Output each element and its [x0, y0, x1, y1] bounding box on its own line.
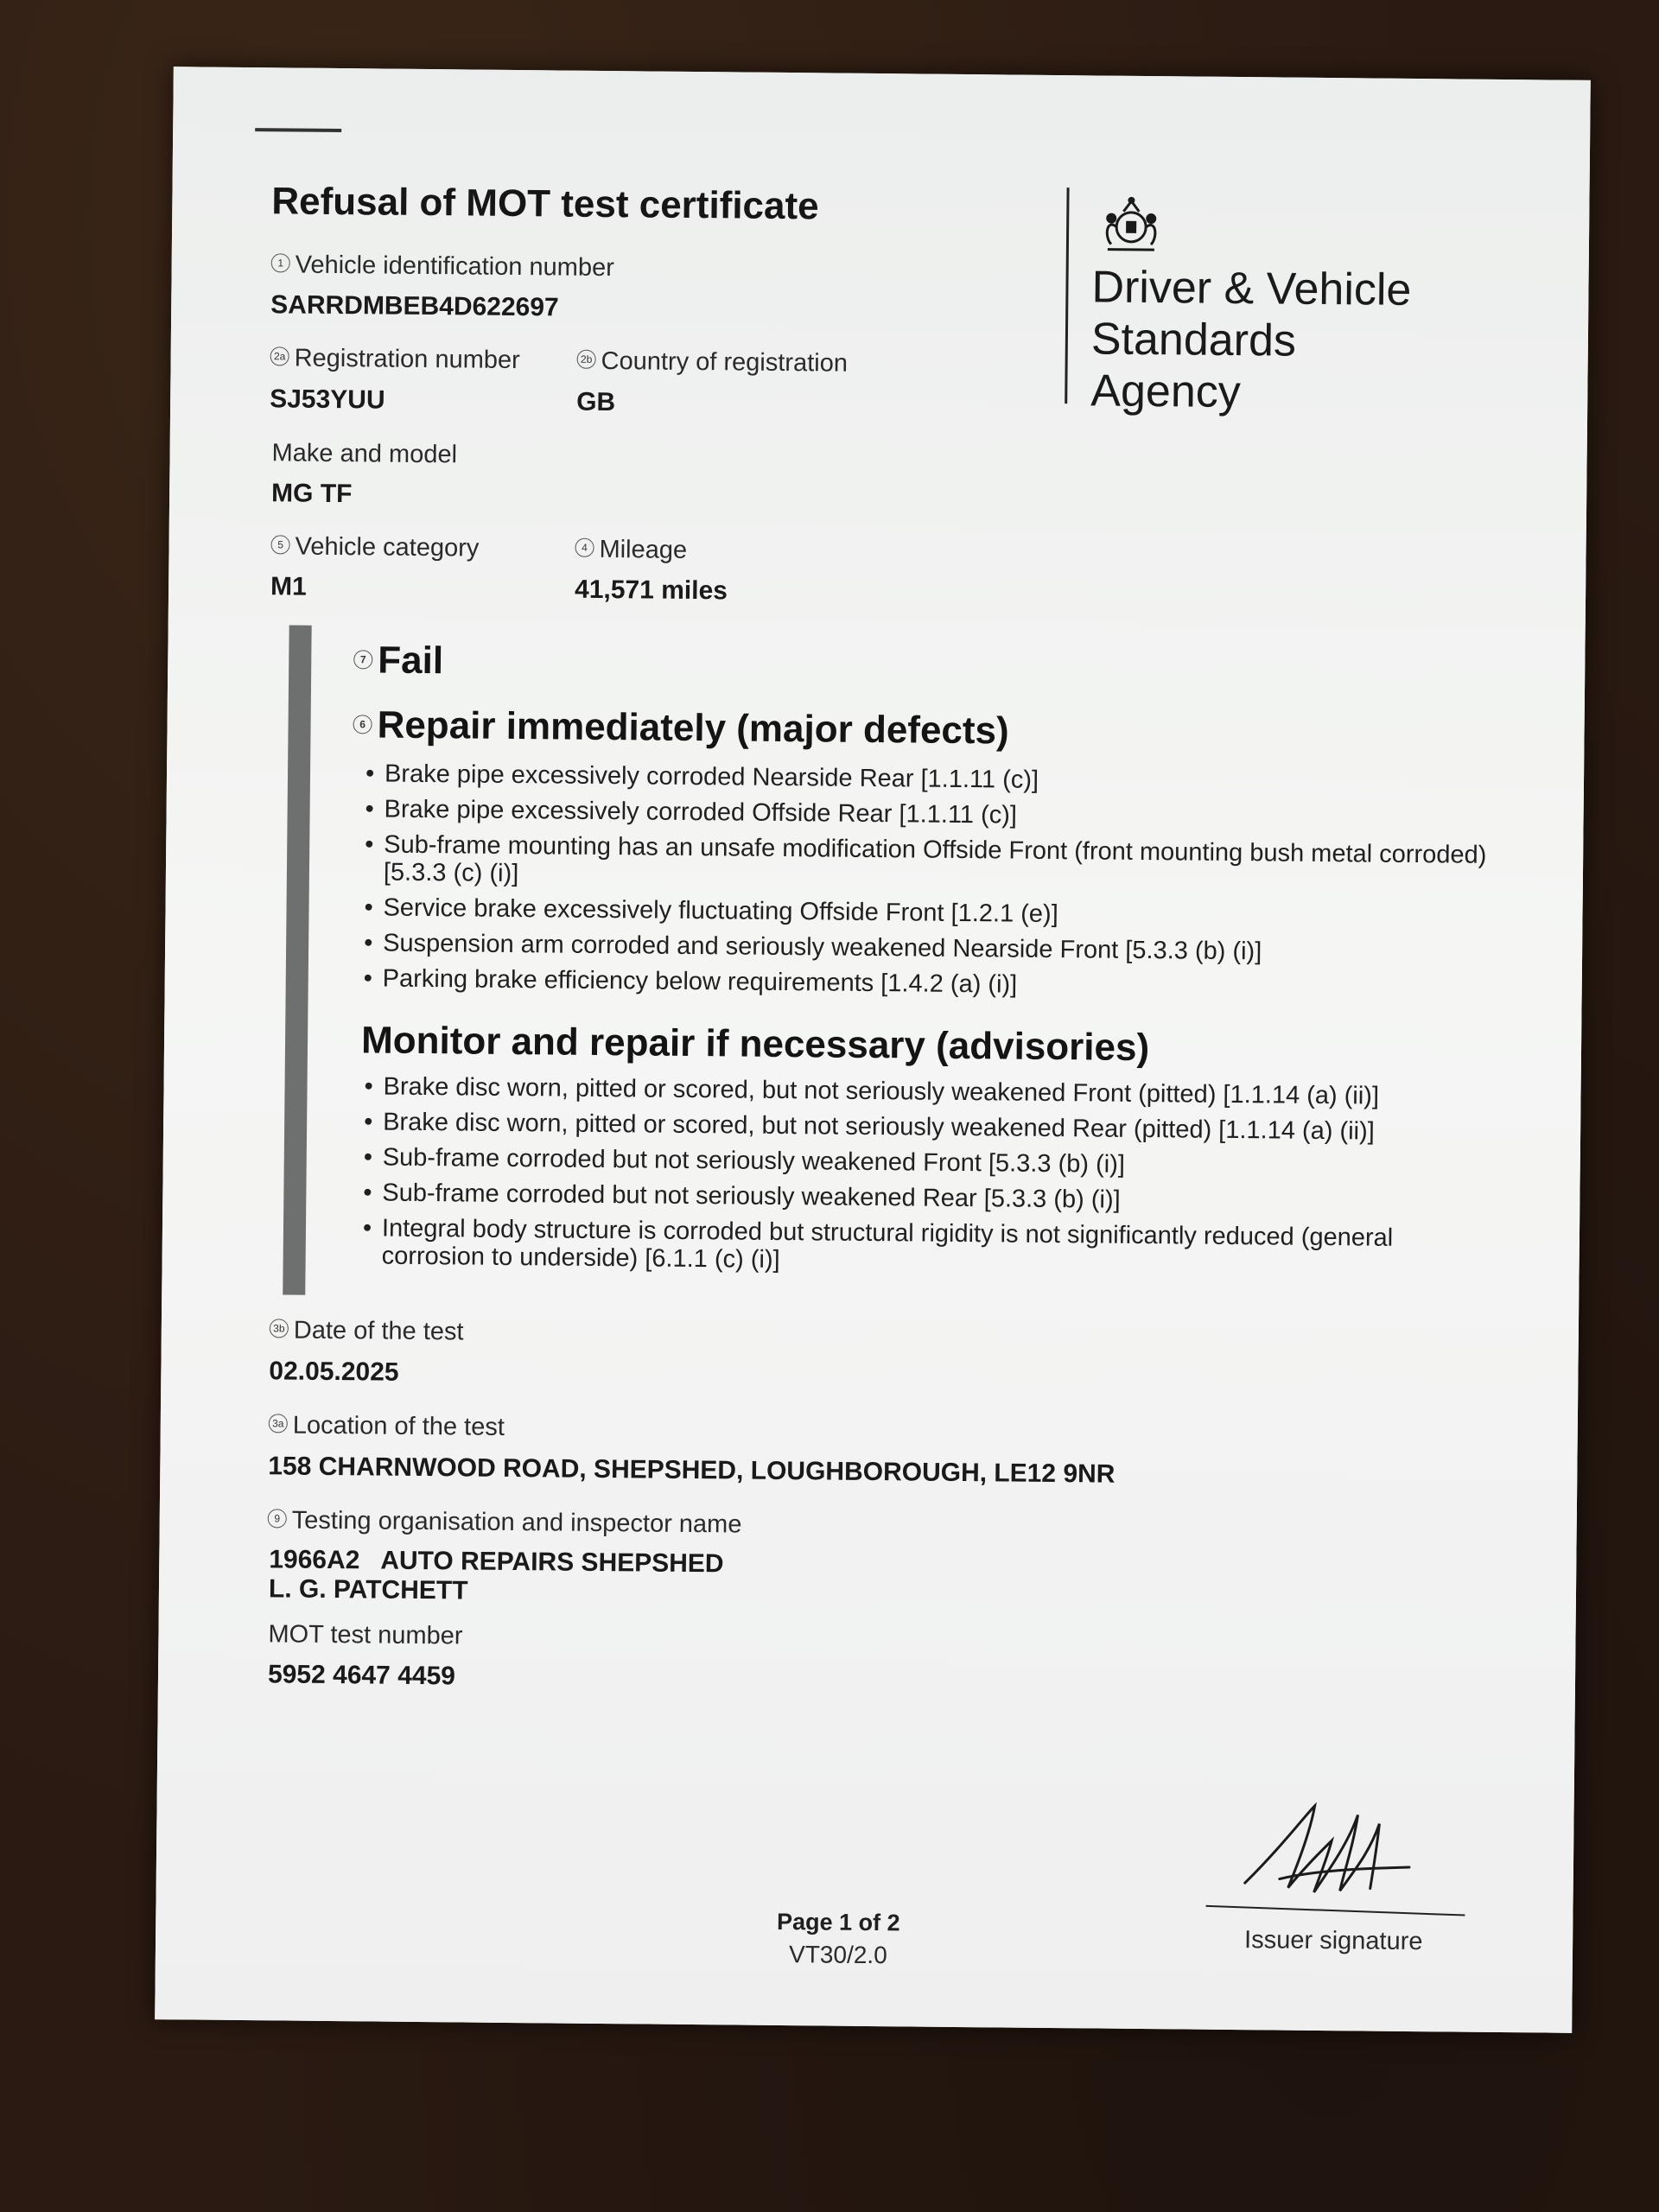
vehicle-category-label: 5 Vehicle category [270, 532, 479, 563]
test-location-value: 158 CHARNWOOD ROAD, SHEPSHED, LOUGHBOROUGH, LE12 9NR [268, 1452, 1116, 1489]
country-label: 2b Country of registration [576, 347, 848, 378]
vin-label: 1 Vehicle identification number [271, 251, 614, 283]
field-number-badge: 5 [270, 536, 289, 555]
list-item: • Brake disc worn, pitted or scored, but not seriously weakened Rear (pitted) [1.1.14 (a) (ii)] [364, 1108, 1496, 1147]
test-result-text: Fail [378, 639, 444, 683]
list-item: • Integral body structure is corroded but structural rigidity is not significantly reduced (general corrosion to underside) [6.1.1 (c) (i)] [363, 1214, 1496, 1281]
agency-name-line-3: Agency [1090, 365, 1242, 418]
list-item: • Sub-frame corroded but not seriously weakened Front [5.3.3 (b) (i)] [364, 1143, 1496, 1182]
issuer-signature-icon [1227, 1796, 1435, 1915]
field-number-badge: 4 [575, 538, 594, 557]
field-number-badge: 1 [271, 254, 290, 273]
inspector-name: L. G. PATCHETT [268, 1574, 468, 1605]
corner-dash-mark [255, 128, 341, 132]
list-item: • Suspension arm corroded and seriously weakened Nearside Front [5.3.3 (b) (i)] [364, 929, 1487, 967]
list-item: • Sub-frame mounting has an unsafe modification Offside Front (front mounting bush metal corroded) [5.3.3 (c) (i)] [365, 830, 1489, 896]
list-item: • Sub-frame corroded but not seriously weakened Rear [5.3.3 (b) (i)] [363, 1179, 1495, 1217]
advisories-heading: Monitor and repair if necessary (advisories) [360, 1019, 1150, 1070]
field-number-badge: 3a [269, 1414, 288, 1433]
agency-name-line-1: Driver & Vehicle [1091, 262, 1412, 315]
major-defects-list [364, 760, 1490, 1010]
vehicle-category-value: M1 [270, 572, 307, 601]
field-number-badge: 2a [270, 347, 289, 366]
major-defects-heading: 6 Repair immediately (major defects) [353, 703, 1009, 753]
mot-certificate-sheet [155, 67, 1591, 2033]
list-item: • Service brake excessively fluctuating Offside Front [1.2.1 (e)] [364, 893, 1487, 931]
list-item: • Brake pipe excessively corroded Nearside Rear [1.1.11 (c)] [365, 760, 1489, 798]
test-number-label: MOT test number [268, 1620, 463, 1650]
organisation-value: 1966A2 AUTO REPAIRS SHEPSHED [269, 1545, 724, 1579]
test-location-label: 3a Location of the test [269, 1411, 505, 1442]
registration-value: SJ53YUU [270, 385, 385, 415]
page-title: Refusal of MOT test certificate [271, 180, 819, 228]
test-date-value: 02.05.2025 [269, 1357, 399, 1387]
test-result [353, 639, 443, 683]
field-number-badge: 9 [268, 1510, 287, 1529]
list-item: • Parking brake efficiency below requirements [1.4.2 (a) (i)] [364, 964, 1487, 1002]
page-number: Page 1 of 2 [776, 1908, 900, 1936]
list-item: • Brake disc worn, pitted or scored, but not seriously weakened Front (pitted) [1.1.14 (a) (ii)] [364, 1072, 1496, 1111]
list-item: • Brake pipe excessively corroded Offside Rear [1.1.11 (c)] [365, 795, 1488, 833]
field-number-badge: 2b [577, 350, 596, 369]
organisation-label: 9 Testing organisation and inspector name [268, 1506, 742, 1539]
registration-label: 2a Registration number [270, 344, 519, 375]
vin-value: SARRDMBEB4D622697 [270, 290, 559, 322]
logo-divider [1065, 188, 1069, 404]
advisories-list [362, 1072, 1496, 1288]
page-footer [752, 1909, 925, 1970]
test-date-label: 3b Date of the test [270, 1316, 464, 1346]
form-code: VT30/2.0 [788, 1941, 887, 1969]
make-model-label: Make and model [271, 439, 458, 469]
make-model-value: MG TF [270, 479, 353, 509]
field-number-badge: 6 [353, 715, 372, 734]
issuer-signature-label: Issuer signature [1243, 1926, 1423, 1956]
test-number-value: 5952 4647 4459 [267, 1660, 456, 1691]
agency-name [1090, 261, 1412, 420]
field-number-badge: 7 [353, 651, 372, 670]
royal-coat-of-arms-icon [1092, 192, 1171, 262]
mileage-label: 4 Mileage [575, 536, 687, 565]
mileage-value: 41,571 miles [574, 575, 728, 606]
country-value: GB [576, 387, 616, 417]
result-side-bar [283, 625, 311, 1294]
agency-name-line-2: Standards [1090, 314, 1297, 366]
field-number-badge: 3b [270, 1319, 289, 1338]
